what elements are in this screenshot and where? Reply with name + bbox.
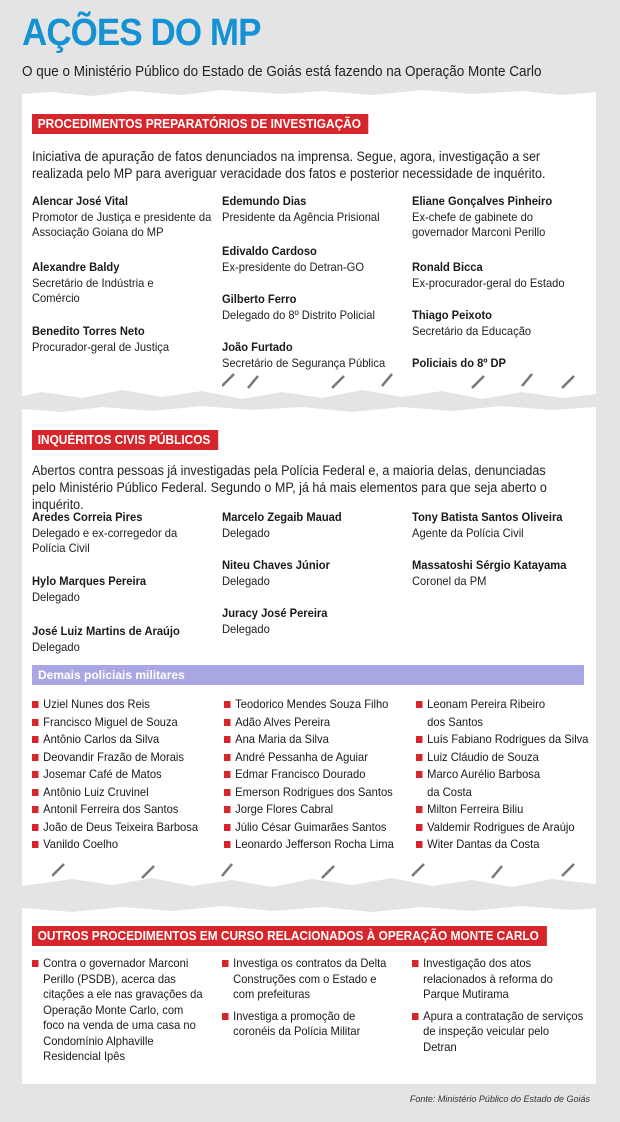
person-name: Ronald Bicca [412,260,483,274]
person-entry [32,624,218,655]
person-name: Alencar José Vital [32,194,128,208]
person-name: Policiais do 8º DP [412,356,507,370]
person-name: Juracy José Pereira [222,606,328,620]
list-item: Leonardo Jefferson Rocha Lima [224,836,394,854]
person-entry [412,260,584,291]
person-name: Eliane Gonçalves Pinheiro [412,194,553,208]
section-label: INQUÉRITOS CIVIS PÚBLICOS [32,430,218,450]
person-entry [222,558,408,589]
procedure-list-col2 [222,956,394,1046]
list-item: Deovandir Frazão de Morais [32,749,198,767]
person-entry [412,194,575,241]
person-role: Delegado [222,573,270,588]
police-list-col3 [416,696,588,854]
list-item: Investigação dos atos relacionados à reforma do Parque Mutirama [412,956,584,1003]
list-item: Investiga os contratos da Delta Construções com o Estado e com prefeituras [222,956,394,1003]
torn-edge-top [22,404,596,416]
person-entry [222,244,408,275]
person-entry [412,510,584,541]
list-item: Valdemir Rodrigues de Araújo [416,819,588,837]
person-name: Tony Batista Santos Oliveira [412,510,563,524]
person-name: Benedito Torres Neto [32,324,145,338]
person-entry [222,510,408,541]
list-item-continuation: dos Santos [427,714,484,729]
civil-inquiries-card [22,414,596,876]
person-role: Delegado [32,589,80,604]
person-entry [412,308,584,339]
list-item: Antônio Carlos da Silva [32,731,198,749]
person-entry [222,340,408,371]
torn-edge-top [22,88,596,100]
person-role: Delegado e ex-corregedor da Polícia Civil [32,525,178,555]
person-name: Massatoshi Sérgio Katayama [412,558,567,572]
slash-decoration [52,858,582,880]
list-item: Vanildo Coelho [32,836,198,854]
person-entry [222,606,408,637]
person-role: Secretário da Educação [412,323,532,338]
person-entry [32,194,218,241]
person-role: Ex-procurador-geral do Estado [412,275,565,290]
police-list-col2 [224,696,394,854]
person-role: Agente da Polícia Civil [412,525,524,540]
list-item: Milton Ferreira Biliu [416,801,588,819]
list-item: Apura a contratação de serviços de inspeção veicular pelo Detran [412,1009,584,1056]
person-name: Thiago Peixoto [412,308,492,322]
person-role: Delegado do 8º Distrito Policial [222,307,375,322]
person-entry [32,510,199,557]
list-item: Júlio César Guimarães Santos [224,819,394,837]
list-item: Investiga a promoção de coronéis da Polícia Militar [222,1009,394,1040]
list-item: Witer Dantas da Costa [416,836,588,854]
person-name: Marcelo Zegaib Mauad [222,510,342,524]
person-entry [222,194,408,225]
person-name: Edivaldo Cardoso [222,244,317,258]
person-name: José Luiz Martins de Araújo [32,624,180,638]
list-item: Leonam Pereira Ribeiro [416,696,588,714]
section-label: PROCEDIMENTOS PREPARATÓRIOS DE INVESTIGAÇÃO [32,114,369,134]
person-entry [32,260,199,307]
person-name: Edemundo Dias [222,194,307,208]
source-credit: Fonte: Ministério Público do Estado de Goiás [409,1094,590,1104]
procedure-list-col3 [412,956,584,1061]
person-name: Aredes Correia Pires [32,510,143,524]
preparatory-procedures-card [22,98,596,388]
person-role: Delegado [32,639,80,654]
person-entry [222,292,408,323]
other-military-police-bar: Demais policiais militares [32,665,584,685]
list-item: Adão Alves Pereira [224,714,394,732]
police-list-col1 [32,696,198,854]
list-item: Antônio Luiz Cruvinel [32,784,198,802]
section-label: OUTROS PROCEDIMENTOS EM CURSO RELACIONADOS À OPERAÇÃO MONTE CARLO [32,926,546,946]
person-name: Hylo Marques Pereira [32,574,147,588]
torn-edge-top [22,904,596,916]
person-name: Gilberto Ferro [222,292,297,306]
list-item: Jorge Flores Cabral [224,801,394,819]
infographic-subtitle: O que o Ministério Público do Estado de Goiás está fazendo na Operação Monte Carlo [22,64,542,80]
list-item: Ana Maria da Silva [224,731,394,749]
person-entry [412,558,584,589]
person-name: Alexandre Baldy [32,260,120,274]
other-procedures-card [22,914,596,1084]
person-role: Coronel da PM [412,573,487,588]
list-item: Francisco Miguel de Souza [32,714,198,732]
person-role: Delegado [222,525,270,540]
person-role: Ex-presidente do Detran-GO [222,259,365,274]
slash-decoration [222,368,582,390]
person-name: Niteu Chaves Júnior [222,558,330,572]
list-item: João de Deus Teixeira Barbosa [32,819,198,837]
person-role: Secretário de Segurança Pública [222,355,386,370]
list-item: Marco Aurélio Barbosa [416,766,588,784]
list-item: Emerson Rodrigues dos Santos [224,784,394,802]
person-role: Delegado [222,621,270,636]
list-item: Edmar Francisco Dourado [224,766,394,784]
list-item: Teodorico Mendes Souza Filho [224,696,394,714]
list-item: André Pessanha de Aguiar [224,749,394,767]
person-role: Promotor de Justiça e presidente da Associação Goiana do MP [32,209,212,239]
person-name: João Furtado [222,340,293,354]
section-intro: Iniciativa de apuração de fatos denunciados na imprensa. Segue, agora, investigação a ser realizada pelo MP para averiguar veracidade dos fatos e posterior necessidade de inquérito. [32,149,546,181]
person-entry [32,324,218,355]
infographic-title: AÇÕES DO MP [22,12,261,54]
list-item: Luiz Cláudio de Souza [416,749,588,767]
person-entry [32,574,218,605]
procedure-list-col1 [32,956,204,1071]
list-item: Josemar Café de Matos [32,766,198,784]
list-item: Luís Fabiano Rodrigues da Silva [416,731,588,749]
person-role: Secretário de Indústria e Comércio [32,275,154,305]
person-role: Ex-chefe de gabinete do governador Marconi Perillo [412,209,546,239]
list-item: Contra o governador Marconi Perillo (PSDB), acerca das citações a ele nas gravações da Operação Monte Carlo, com foco na venda de uma casa no Condomínio Alphaville Residencial Ipês [32,956,204,1065]
section-intro: Abertos contra pessoas já investigadas pela Polícia Federal e, a maioria delas, denunciadas pelo Ministério Público Federal. Segundo o MP, já há mais elementos para que seja aberto o inquérito. [32,463,547,512]
list-item: Antonil Ferreira dos Santos [32,801,198,819]
person-role: Procurador-geral de Justiça [32,339,170,354]
list-item-continuation: da Costa [427,784,472,799]
list-item: Uziel Nunes dos Reis [32,696,198,714]
person-role: Presidente da Agência Prisional [222,209,380,224]
